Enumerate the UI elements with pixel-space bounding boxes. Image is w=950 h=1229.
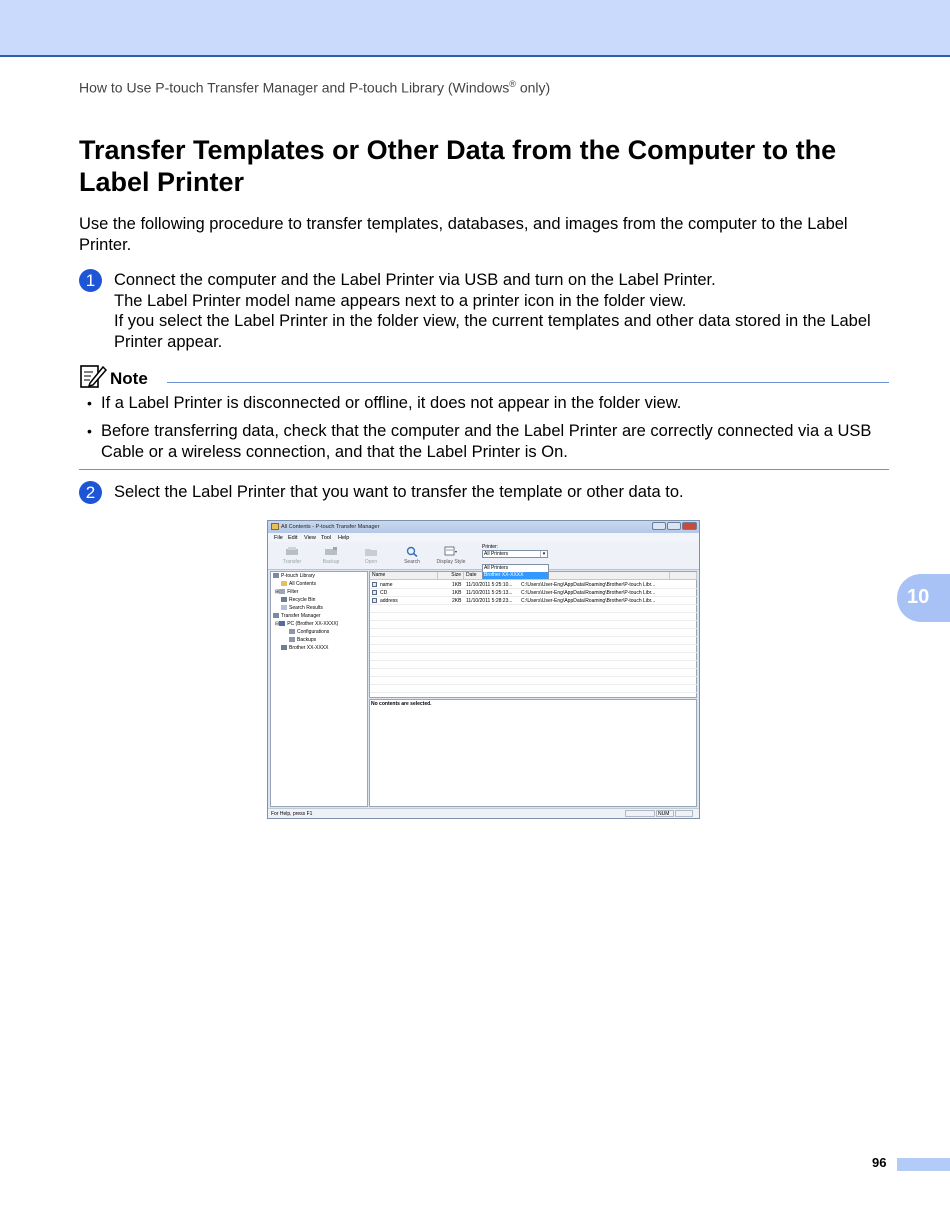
running-header-end: only) [515, 79, 551, 96]
display-style-label: Display Style [436, 559, 466, 565]
note-bullet-text: If a Label Printer is disconnected or offline, it does not appear in the folder view. [101, 394, 682, 412]
status-num: NUM [656, 810, 674, 817]
column-header-extra[interactable] [670, 572, 697, 580]
printers-selected-value: All Printers [484, 551, 509, 557]
search-results-icon [281, 605, 287, 610]
display-style-button[interactable] [433, 544, 469, 568]
empty-row [370, 637, 697, 645]
table-row[interactable] [370, 589, 697, 597]
empty-row [370, 605, 697, 613]
tree-label: PC (Brother XX-XXXX) [287, 621, 339, 627]
row-name: address [380, 598, 398, 604]
empty-row [370, 677, 697, 685]
tree-item-recycle-bin[interactable] [281, 597, 315, 603]
note-pencil-icon [79, 363, 107, 389]
menu-tool[interactable]: Tool [321, 535, 332, 541]
empty-row [370, 645, 697, 653]
row-date: 11/10/2011 5:25:13... [466, 590, 513, 596]
preview-pane [369, 699, 697, 807]
printer-option-selected[interactable]: Brother XX-XXXX [483, 572, 548, 579]
row-name: CD [380, 590, 388, 596]
status-cell [675, 810, 693, 817]
preview-message: No contents are selected. [371, 701, 432, 707]
step-text [114, 482, 894, 503]
status-cell [625, 810, 655, 817]
note-label: Note [110, 369, 148, 388]
library-icon [273, 573, 279, 578]
tree-item-filter[interactable] [275, 589, 298, 595]
empty-row [370, 629, 697, 637]
transfer-icon [285, 546, 299, 557]
row-path: C:\Users\User-Eng\AppData\Roaming\Brother\P-touch Libr... [521, 590, 656, 596]
printer-icon [281, 645, 287, 650]
tree-item-ptouch-library[interactable] [273, 573, 315, 579]
open-button[interactable] [353, 544, 389, 568]
transfer-label: Transfer [282, 559, 302, 565]
transfer-button[interactable] [274, 544, 310, 568]
column-header-size[interactable]: Size [438, 572, 464, 580]
close-icon[interactable] [682, 522, 697, 530]
printers-select[interactable] [482, 550, 548, 558]
note-divider [167, 382, 889, 383]
minimize-icon[interactable] [652, 522, 666, 530]
menu-view[interactable]: View [304, 535, 316, 541]
tree-item-all-contents[interactable] [281, 581, 316, 587]
status-text: For Help, press F1 [271, 811, 313, 817]
step-2 [79, 481, 899, 507]
bullet-dot: • [87, 423, 92, 439]
printers-dropdown-list [482, 564, 549, 579]
step-line: Select the Label Printer that you want to transfer the template or other data to. [114, 483, 684, 501]
tree-item-transfer-manager[interactable] [273, 613, 321, 619]
chevron-down-icon[interactable]: ▾ [540, 551, 547, 557]
folder-icon [281, 581, 287, 586]
status-bar [268, 808, 699, 818]
backup-icon [324, 546, 338, 557]
printers-label: Printer: [482, 544, 499, 550]
empty-row [370, 621, 697, 629]
filter-icon [279, 589, 285, 594]
search-button[interactable] [394, 544, 430, 568]
intro-paragraph: Use the following procedure to transfer templates, databases, and images from the computer to the Label Printer. [79, 215, 848, 254]
tree-label: Transfer Manager [281, 613, 321, 619]
expand-icon[interactable]: ⊞ [275, 589, 280, 595]
row-checkbox[interactable] [372, 582, 377, 589]
search-icon [405, 546, 419, 557]
menu-bar [268, 533, 699, 542]
chapter-number: 10 [907, 586, 930, 608]
table-row[interactable] [370, 581, 697, 589]
tree-label: Recycle Bin [289, 597, 316, 603]
window-titlebar [268, 521, 699, 533]
maximize-icon[interactable] [667, 522, 681, 530]
recycle-bin-icon [281, 597, 287, 602]
open-label: Open [364, 559, 378, 565]
bullet-dot: • [87, 395, 92, 411]
tree-label: Backups [297, 637, 317, 643]
chapter-tab [897, 574, 950, 622]
registered-mark: ® [509, 79, 516, 89]
tree-label: Search Results [289, 605, 323, 611]
row-size: 2KB [452, 598, 462, 604]
tree-label: Configurations [297, 629, 330, 635]
top-header-band [0, 0, 950, 57]
row-size: 1KB [452, 582, 462, 588]
running-header-text: How to Use P-touch Transfer Manager and P-touch Library (Windows [79, 79, 510, 96]
page-number-bar [897, 1158, 950, 1171]
tree-item-printer[interactable] [281, 645, 328, 651]
app-icon [271, 523, 279, 530]
menu-edit[interactable]: Edit [288, 535, 298, 541]
tree-label: All Contents [289, 581, 316, 587]
note-end-divider [79, 469, 889, 470]
transfer-manager-icon [273, 613, 279, 618]
tree-item-pc[interactable] [275, 621, 338, 627]
printer-option[interactable]: All Printers [484, 565, 509, 571]
row-path: C:\Users\User-Eng\AppData\Roaming\Brother\P-touch Libr... [521, 598, 656, 604]
row-checkbox[interactable] [372, 590, 377, 597]
empty-row [370, 653, 697, 661]
computer-icon [279, 621, 285, 626]
note-header [79, 363, 889, 389]
row-checkbox[interactable] [372, 598, 377, 605]
row-name: name [380, 582, 393, 588]
row-date: 11/10/2011 5:28:23... [466, 598, 513, 604]
display-style-icon [444, 546, 458, 557]
configurations-icon [289, 629, 295, 634]
tree-item-configurations[interactable] [289, 629, 329, 635]
tree-label: P-touch Library [281, 573, 315, 579]
page-number: 96 [872, 1155, 887, 1170]
row-size: 1KB [452, 590, 462, 596]
step-number-badge: 2 [79, 481, 102, 504]
row-path: C:\Users\User-Eng\AppData\Roaming\Brother\P-touch Libr... [521, 582, 656, 588]
column-header-name[interactable]: Name [370, 572, 438, 580]
backups-icon [289, 637, 295, 642]
folder-tree [270, 571, 368, 807]
tree-item-search-results[interactable] [281, 605, 323, 611]
empty-row [370, 661, 697, 669]
step-line: The Label Printer model name appears next to a printer icon in the folder view. [114, 291, 687, 310]
tree-item-backups[interactable] [289, 637, 316, 643]
step-1 [79, 269, 899, 353]
empty-row [370, 613, 697, 621]
open-icon [364, 546, 378, 557]
table-row[interactable] [370, 597, 697, 605]
search-label: Search [404, 559, 420, 565]
content-list [369, 571, 697, 698]
empty-row [370, 669, 697, 677]
menu-file[interactable]: File [274, 535, 283, 541]
menu-help[interactable]: Help [338, 535, 350, 541]
running-header [79, 79, 550, 96]
step-text [114, 270, 894, 352]
tree-label: Filter [287, 589, 299, 595]
backup-label: Backup [322, 559, 340, 565]
collapse-icon[interactable]: ⊟ [275, 621, 280, 627]
empty-row [370, 685, 697, 693]
window-title: All Contents - P-touch Transfer Manager [281, 524, 380, 530]
column-header-date[interactable]: Date [464, 572, 518, 580]
note-bullet-text: Before transferring data, check that the computer and the Label Printer are correctly connected via a USB Cable or a wireless connection, and that the Label Printer is On. [101, 422, 872, 461]
tree-label: Brother XX-XXXX [289, 645, 329, 651]
step-line: Connect the computer and the Label Printer via USB and turn on the Label Printer. [114, 271, 716, 289]
transfer-manager-screenshot [267, 520, 700, 819]
backup-button[interactable] [313, 544, 349, 568]
row-date: 11/10/2011 5:25:10... [466, 582, 513, 588]
step-line: If you select the Label Printer in the folder view, the current templates and other data stored in the Label Printer appear. [114, 312, 871, 351]
section-title: Transfer Templates or Other Data from the Computer to the Label Printer [79, 135, 837, 197]
step-number-badge: 1 [79, 269, 102, 292]
